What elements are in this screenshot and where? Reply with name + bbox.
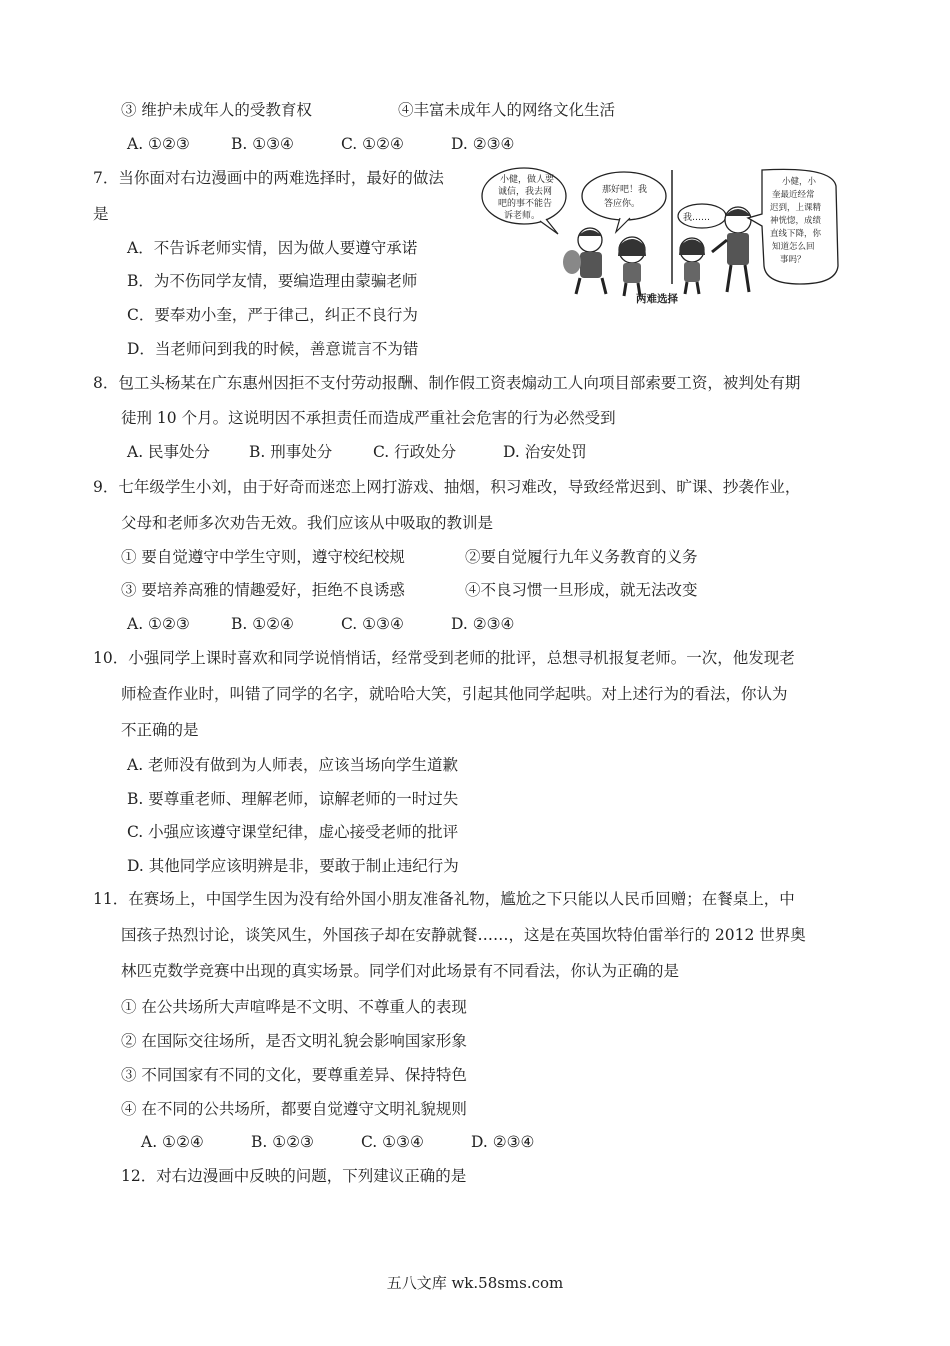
q11-stem-cont2: 林匹克数学竞赛中出现的真实场景。同学们对此场景有不同看法，你认为正确的是 [121,962,680,980]
q9-options [127,614,514,634]
q7-option-a: A．不告诉老师实情，因为做人要遵守承诺 [127,239,418,257]
q11-option-d: D. ②③④ [471,1133,535,1151]
bubble4-text: 小健，小 奎最近经常 迟到，上课精 神恍惚，成绩 直线下降，你 知道怎么回 事吗？ [770,177,822,265]
q11-options [141,1132,534,1152]
speech-bubble-2 [582,172,666,220]
q10-option-c: C. 小强应该遵守课堂纪律，虚心接受老师的批评 [127,823,459,841]
q6-option-b: B. ①③④ [231,135,294,153]
q11-option-b: B. ①②③ [251,1133,314,1151]
q9-option-a: A. ①②③ [127,615,190,633]
q7-stem: 7．当你面对右边漫画中的两难选择时，最好的做法 [93,169,444,187]
q6-item3: ③ 维护未成年人的受教育权 [121,101,312,119]
q6-option-d: D. ②③④ [451,135,515,153]
q8-stem-cont: 徒刑 10 个月。这说明因不承担责任而造成严重社会危害的行为必然受到 [121,409,616,427]
q11-item2: ② 在国际交往场所，是否文明礼貌会影响国家形象 [121,1032,467,1050]
q11-item4: ④ 在不同的公共场所，都要自觉遵守文明礼貌规则 [121,1100,467,1118]
q8-stem: 8．包工头杨某在广东惠州因拒不支付劳动报酬、制作假工资表煽动工人向项目部索要工资，被判处有期 [93,374,801,392]
q9-item4: ④不良习惯一旦形成，就无法改变 [465,581,698,599]
q11-stem: 11．在赛场上，中国学生因为没有给外国小朋友准备礼物，尴尬之下只能以人民币回赠；在餐桌上，中 [93,890,795,908]
q12-stem: 12．对右边漫画中反映的问题，下列建议正确的是 [121,1167,467,1185]
q9-item1: ① 要自觉遵守中学生守则，遵守校纪校规 [121,548,405,566]
q10-stem-cont: 师检查作业时，叫错了同学的名字，就哈哈大笑，引起其他同学起哄。对上述行为的看法，你认为 [121,685,788,703]
bubble2-text: 那好吧！我 答应你。 [602,185,648,209]
q10-option-d: D. 其他同学应该明辨是非，要敢于制止违纪行为 [127,857,459,875]
q10-stem-cont2: 不正确的是 [121,721,199,739]
q9-item3: ③ 要培养高雅的情趣爱好，拒绝不良诱惑 [121,581,405,599]
q8-options [127,442,587,462]
q11-option-c: C. ①③④ [361,1133,424,1151]
q9-option-d: D. ②③④ [451,615,515,633]
dilemma-cartoon [480,166,840,306]
q6-item4: ④丰富未成年人的网络文化生活 [398,101,616,119]
boy-figure-1 [563,228,606,294]
girl-figure-2 [679,238,705,294]
q8-option-d: D. 治安处罚 [503,443,587,461]
q7-stem-cont: 是 [93,205,109,223]
q9-item2: ②要自觉履行九年义务教育的义务 [465,548,698,566]
cartoon-caption: 两难选择 [636,293,678,305]
q9-option-c: C. ①③④ [341,615,404,633]
bubble1-text: 小健，做人要 诚信，我去网 吧的事不能告 诉老师。 [498,175,555,221]
bubble3-text: 我…… [683,213,711,223]
q7-option-c: C．要奉劝小奎，严于律己，纠正不良行为 [127,306,418,324]
q11-item3: ③ 不同国家有不同的文化，要尊重差异、保持特色 [121,1066,467,1084]
q7-option-d: D．当老师问到我的时候，善意谎言不为错 [127,340,419,358]
q6-option-c: C. ①②④ [341,135,404,153]
girl-figure-1 [618,237,646,296]
q11-option-a: A. ①②④ [141,1133,204,1151]
q6-option-a: A. ①②③ [127,135,190,153]
page-footer: 五八文库 wk.58sms.com [386,1274,564,1292]
q8-option-a: A. 民事处分 [127,443,211,461]
q10-stem: 10．小强同学上课时喜欢和同学说悄悄话，经常受到老师的批评，总想寻机报复老师。一次，他发现老 [93,649,795,667]
q9-stem-cont: 父母和老师多次劝告无效。我们应该从中吸取的教训是 [121,514,494,532]
q11-stem-cont: 国孩子热烈讨论，谈笑风生，外国孩子却在安静就餐……，这是在英国坎特伯雷举行的 2012 世界奥 [121,926,806,944]
q9-option-b: B. ①②④ [231,615,294,633]
q10-option-b: B. 要尊重老师、理解老师，谅解老师的一时过失 [127,790,459,808]
q9-stem: 9．七年级学生小刘，由于好奇而迷恋上网打游戏、抽烟，积习难改，导致经常迟到、旷课、抄袭作业， [93,478,801,496]
q8-option-b: B. 刑事处分 [249,443,333,461]
q10-option-a: A. 老师没有做到为人师表，应该当场向学生道歉 [127,756,459,774]
q8-option-c: C. 行政处分 [373,443,457,461]
q7-option-b: B．为不伤同学友情，要编造理由蒙骗老师 [127,272,418,290]
q11-item1: ① 在公共场所大声喧哗是不文明、不尊重人的表现 [121,998,467,1016]
q6-options [127,134,514,154]
